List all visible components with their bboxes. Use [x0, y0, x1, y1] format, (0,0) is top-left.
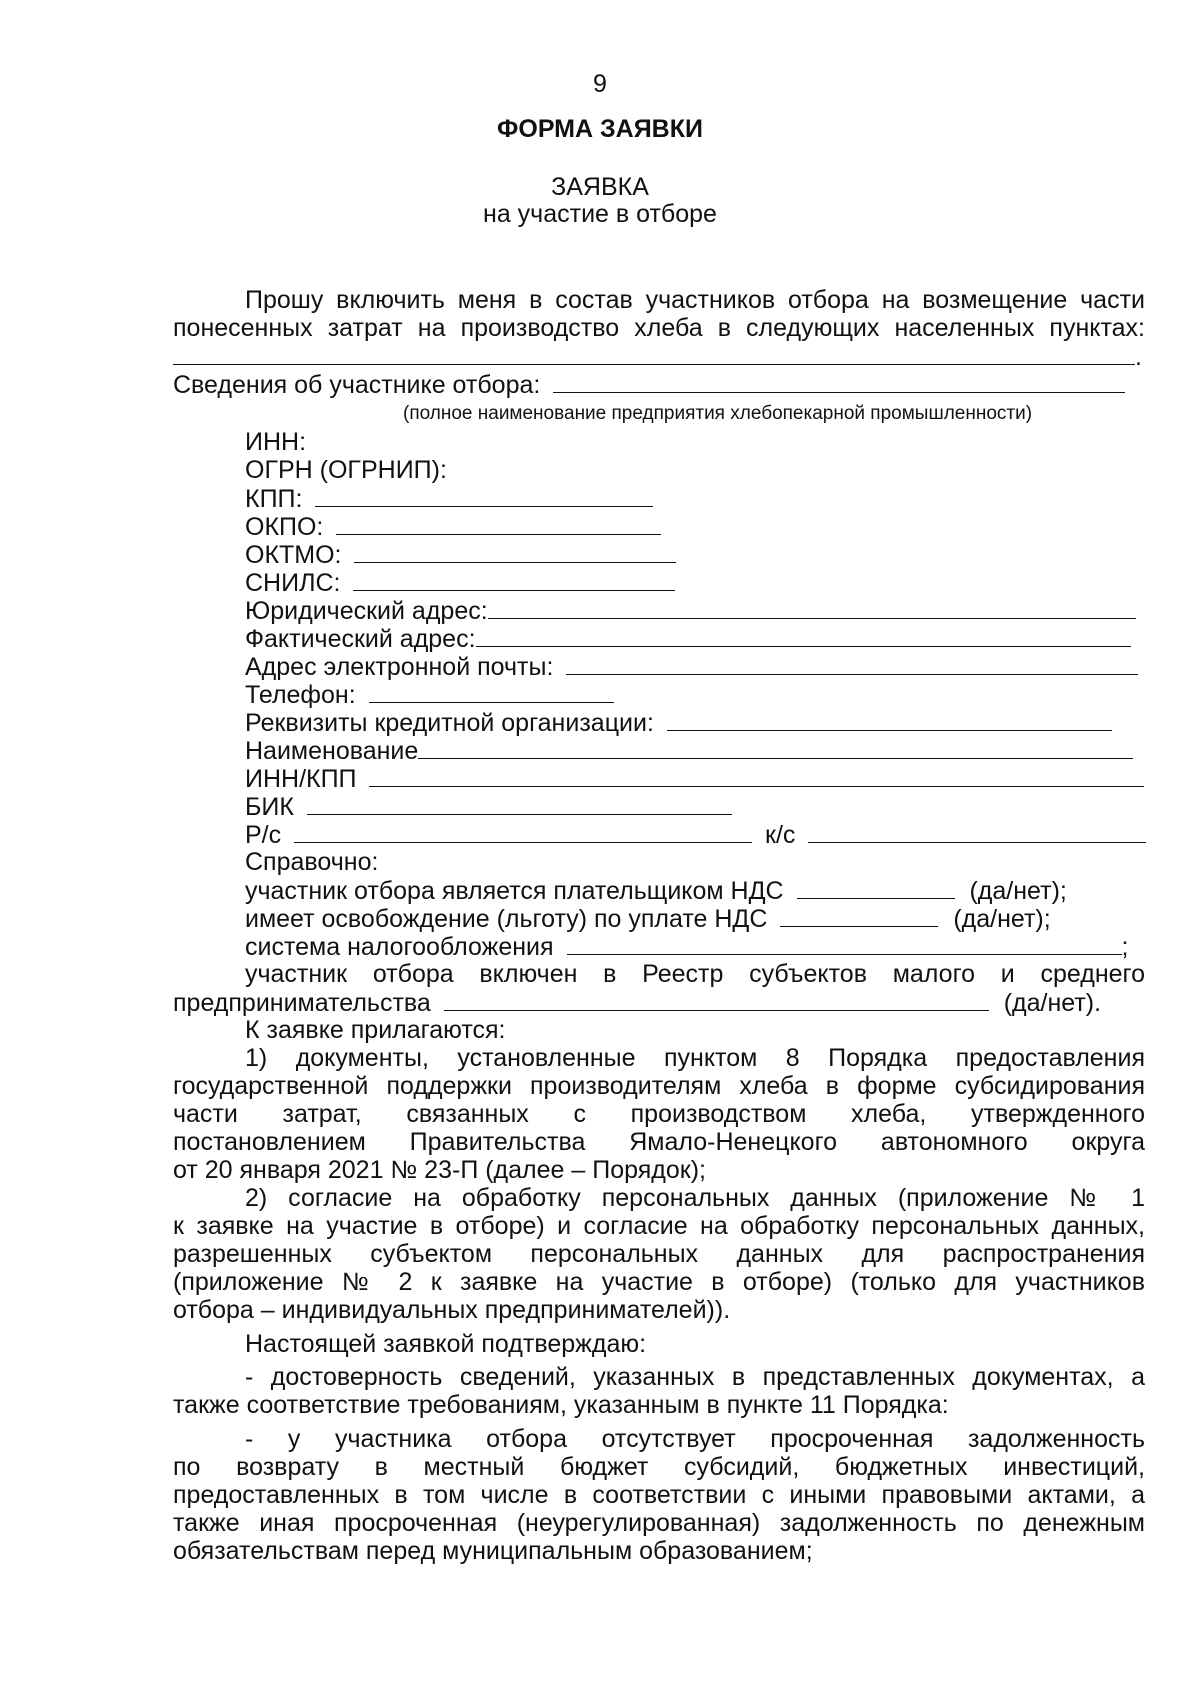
doc-title: ЗАЯВКА — [551, 173, 649, 201]
attachment-2-line: к заявке на участие в отборе) и согласие на обработку персональных данных, — [173, 1212, 1145, 1240]
ks-label: к/с — [765, 821, 796, 849]
tax-system-blank — [567, 932, 1122, 955]
kpp-row — [245, 484, 653, 513]
sme-row — [173, 988, 1101, 1017]
phone-label: Телефон: — [245, 681, 356, 709]
attachment-2-line: 2) согласие на обработку персональных данных (приложение № 1 — [245, 1184, 1145, 1212]
vat-exempt-text: имеет освобождение (льготу) по уплате НДС — [245, 905, 768, 933]
legal-address-row — [245, 596, 1136, 625]
vat-exempt-blank — [780, 904, 938, 927]
page-number: 9 — [593, 70, 607, 98]
tax-system-suffix: ; — [1121, 933, 1129, 961]
kpp-label: КПП: — [245, 485, 303, 513]
doc-subtitle: на участие в отборе — [483, 200, 717, 228]
ks-blank — [808, 820, 1146, 843]
okpo-label: ОКПО: — [245, 513, 324, 541]
bank-name-blank — [418, 736, 1133, 759]
confirm-2-line: - у участника отбора отсутствует просроченная задолженность — [245, 1425, 1145, 1453]
bik-row — [245, 792, 732, 821]
rs-blank — [294, 820, 752, 843]
legal-address-label: Юридический адрес: — [245, 597, 488, 625]
participant-label: Сведения об участнике отбора: — [173, 371, 541, 399]
sme-suffix: (да/нет). — [1003, 989, 1102, 1017]
email-label: Адрес электронной почты: — [245, 653, 554, 681]
settlements-blank-line — [173, 342, 1142, 371]
confirm-1-line: - достоверность сведений, указанных в представленных документах, а — [245, 1363, 1145, 1391]
email-row — [245, 652, 1138, 681]
kpp-blank — [315, 484, 653, 507]
confirm-1-line: также соответствие требованиям, указанным в пункте 11 Порядка: — [173, 1391, 949, 1419]
tax-system-row — [245, 932, 1128, 961]
oktmo-label: ОКТМО: — [245, 541, 342, 569]
sme-blank — [444, 988, 989, 1011]
snils-blank — [353, 568, 675, 591]
legal-address-blank — [488, 596, 1136, 619]
attachment-1-line: государственной поддержки производителям хлеба в форме субсидирования — [173, 1072, 1145, 1100]
rs-label: Р/с — [245, 821, 282, 849]
bank-name-row — [245, 736, 1133, 765]
attachment-1-line: части затрат, связанных с производством хлеба, утвержденного — [173, 1100, 1145, 1128]
attachment-2-line: (приложение № 2 к заявке на участие в отборе) (только для участников — [173, 1268, 1145, 1296]
intro-line-2: понесенных затрат на производство хлеба в следующих населенных пунктах: — [173, 314, 1145, 342]
intro-line-1: Прошу включить меня в состав участников отбора на возмещение части — [245, 286, 1145, 314]
sme-line-2: предпринимательства — [173, 989, 431, 1017]
ogrn-field-label: ОГРН (ОГРНИП): — [245, 456, 447, 484]
inn-kpp-blank — [369, 764, 1144, 787]
accounts-row — [245, 820, 1146, 849]
bank-details-row — [245, 708, 1112, 737]
vat-payer-blank — [797, 876, 955, 899]
vat-exempt-row — [245, 904, 1051, 933]
snils-label: СНИЛС: — [245, 569, 341, 597]
actual-address-blank — [476, 624, 1131, 647]
email-blank — [566, 652, 1138, 675]
actual-address-row — [245, 624, 1131, 653]
snils-row — [245, 568, 675, 597]
confirm-2-line: предоставленных в том числе в соответствии с иными правовыми актами, а — [173, 1481, 1145, 1509]
participant-name-blank — [553, 370, 1125, 393]
participant-hint: (полное наименование предприятия хлебопекарной промышленности) — [403, 403, 1033, 424]
okpo-blank — [336, 512, 661, 535]
vat-exempt-suffix: (да/нет); — [953, 905, 1051, 933]
bank-details-label: Реквизиты кредитной организации: — [245, 709, 654, 737]
vat-payer-text: участник отбора является плательщиком НДС — [245, 877, 784, 905]
vat-payer-suffix: (да/нет); — [969, 877, 1067, 905]
tax-system-text: система налогообложения — [245, 933, 554, 961]
confirm-label: Настоящей заявкой подтверждаю: — [245, 1330, 647, 1358]
sme-line-1: участник отбора включен в Реестр субъектов малого и среднего — [245, 960, 1145, 988]
bik-label: БИК — [245, 793, 294, 821]
attachment-1-line: от 20 января 2021 № 23-П (далее – Порядок); — [173, 1156, 706, 1184]
blank-end-mark: . — [1135, 343, 1142, 371]
participant-row — [173, 370, 1125, 399]
actual-address-label: Фактический адрес: — [245, 625, 476, 653]
phone-blank — [369, 680, 614, 703]
attachment-1-line: постановлением Правительства Ямало-Ненецкого автономного округа — [173, 1128, 1145, 1156]
oktmo-blank — [354, 540, 676, 563]
confirm-2-line: обязательствам перед муниципальным образованием; — [173, 1537, 813, 1565]
inn-kpp-row — [245, 764, 1144, 793]
attachment-2-line: разрешенных субъектом персональных данных для распространения — [173, 1240, 1145, 1268]
attachment-1-line: 1) документы, установленные пунктом 8 Порядка предоставления — [245, 1044, 1145, 1072]
inn-field-label: ИНН: — [245, 428, 307, 456]
vat-payer-row — [245, 876, 1067, 905]
reference-label: Справочно: — [245, 848, 379, 876]
bik-blank — [307, 792, 732, 815]
bank-name-label: Наименование — [245, 737, 419, 765]
inn-kpp-label: ИНН/КПП — [245, 765, 357, 793]
confirm-2-line: также иная просроченная (неурегулированная) задолженность по денежным — [173, 1509, 1145, 1537]
form-title: ФОРМА ЗАЯВКИ — [497, 115, 703, 143]
oktmo-row — [245, 540, 676, 569]
okpo-row — [245, 512, 661, 541]
attachments-label: К заявке прилагаются: — [245, 1016, 506, 1044]
attachment-2-line: отбора – индивидуальных предпринимателей)). — [173, 1296, 731, 1324]
phone-row — [245, 680, 614, 709]
confirm-2-line: по возврату в местный бюджет субсидий, бюджетных инвестиций, — [173, 1453, 1145, 1481]
bank-details-blank — [667, 708, 1112, 731]
